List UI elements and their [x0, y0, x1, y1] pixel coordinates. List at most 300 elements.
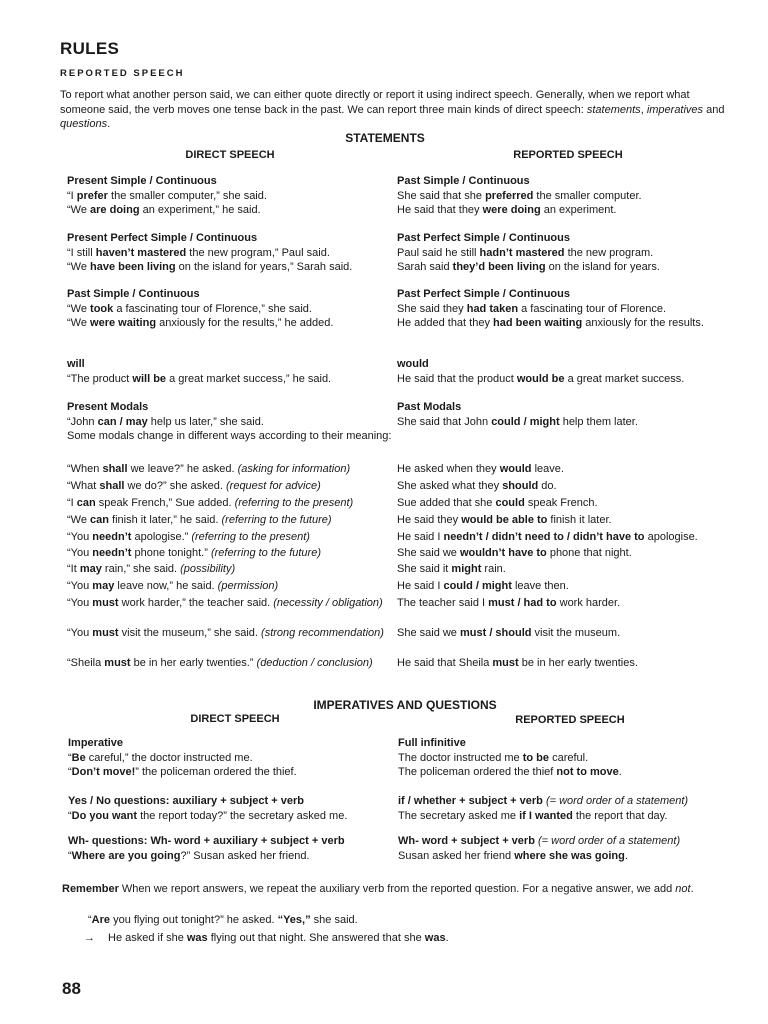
- imperatives-direct-heading: DIRECT SPEECH: [190, 713, 280, 725]
- sentence-text: She said we: [397, 627, 460, 639]
- ex2-d: was: [424, 932, 446, 944]
- sentence-bold: took: [90, 302, 114, 315]
- intro-text: To report what another person said, we can either quote directly or report it using indirect speech. Generally, when we report what someone said, the verb moves one tense back in the past. We can report three main kinds of direct speech:: [60, 89, 690, 116]
- rule-block: [398, 794, 738, 823]
- sentence-text: ?” Susan asked her friend.: [180, 849, 310, 862]
- sentence-bold: prefer: [76, 189, 108, 202]
- sentence-bold: have been living: [90, 261, 176, 274]
- sentence-text: careful.: [549, 751, 589, 764]
- example-sentence: [397, 260, 737, 275]
- sentence-note: (deduction / conclusion): [256, 657, 373, 669]
- sentence-text: work harder,” the teacher said.: [118, 597, 274, 609]
- section-subtitle: REPORTED SPEECH: [60, 68, 185, 79]
- remember-not: not: [675, 883, 691, 895]
- rule-block: [68, 736, 398, 780]
- rule-heading-text: Yes / No questions: auxiliary + subject + verb: [68, 795, 304, 807]
- ex2-e: .: [445, 932, 449, 944]
- sentence-bold: preferred: [485, 189, 534, 202]
- statements-direct-heading: DIRECT SPEECH: [185, 149, 275, 161]
- sentence-text: She asked what they: [397, 480, 503, 492]
- sentence-note: (referring to the present): [191, 531, 310, 543]
- sentence-bold: haven’t mastered: [95, 246, 187, 259]
- sentence-text: “We: [67, 514, 91, 526]
- rule-heading: [68, 794, 398, 809]
- example-sentence: [67, 562, 387, 577]
- sentence-bold: to be: [522, 751, 550, 764]
- rule-heading-text: Full infinitive: [398, 737, 466, 749]
- sentence-bold: needn’t: [92, 547, 132, 559]
- sentence-text: Some modals change in different ways according to their meaning:: [67, 430, 392, 443]
- sentence-text: “We: [67, 317, 91, 330]
- rule-heading-text: will: [67, 358, 85, 370]
- sentence-bold: are doing: [90, 204, 140, 217]
- sentence-text: “You: [67, 580, 93, 592]
- sentence-text: speak French,” Sue added.: [95, 497, 235, 509]
- example-sentence: [398, 765, 738, 780]
- rule-block: [397, 231, 737, 275]
- modal-reported: [397, 513, 737, 528]
- rule-heading: [67, 357, 397, 372]
- sentence-note: (referring to the future): [210, 547, 321, 559]
- sentence-text: He added that they: [397, 317, 494, 330]
- rule-heading: [397, 287, 737, 302]
- page-title: RULES: [60, 39, 120, 58]
- sentence-text: “Sheila: [67, 657, 105, 669]
- sentence-text: “I: [67, 497, 77, 509]
- sentence-bold: must: [104, 657, 131, 669]
- sentence-note: (referring to the present): [234, 497, 354, 509]
- sentence-text: “I: [67, 189, 77, 202]
- sentence-text: He asked when they: [397, 463, 500, 475]
- example-sentence: [397, 496, 737, 511]
- modal-direct: [67, 656, 387, 671]
- sentence-text: speak French.: [524, 497, 598, 509]
- sentence-bold: they’d been living: [452, 261, 546, 274]
- rule-heading-text: would: [397, 358, 429, 370]
- sentence-bold: hadn’t mastered: [479, 246, 565, 259]
- example-sentence: [68, 849, 398, 864]
- remember-label: Remember: [62, 883, 119, 895]
- sentence-text: “We: [67, 204, 91, 217]
- remember-example-reported: [84, 931, 449, 946]
- example-sentence: [67, 203, 397, 218]
- sentence-text: leave then.: [511, 580, 569, 592]
- rule-block: [398, 834, 738, 863]
- rule-heading: [398, 834, 738, 849]
- sentence-bold: will be: [132, 372, 167, 385]
- sentence-text: phone tonight.”: [131, 547, 211, 559]
- sentence-text: rain,” she said.: [101, 563, 181, 575]
- sentence-text: the report today?” the secretary asked me.: [137, 809, 348, 822]
- sentence-note: (referring to the future): [221, 514, 332, 526]
- sentence-text: phone that night.: [546, 547, 632, 559]
- rule-heading: [397, 357, 737, 372]
- example-sentence: [398, 849, 738, 864]
- ex1-open: “: [88, 914, 92, 926]
- sentence-text: leave now,” he said.: [114, 580, 218, 592]
- ex2-c: flying out that night. She answered that she: [207, 932, 425, 944]
- sentence-text: the new program,” Paul said.: [186, 246, 330, 259]
- modal-reported: [397, 479, 737, 494]
- example-sentence: [67, 596, 387, 611]
- page-number: 88: [62, 979, 81, 998]
- sentence-bold: may: [92, 580, 115, 592]
- sentence-text: “: [68, 849, 72, 862]
- example-sentence: [67, 656, 387, 671]
- rule-heading: [67, 287, 397, 302]
- rule-heading-text: Past Modals: [397, 401, 462, 413]
- sentence-text: “You: [67, 531, 93, 543]
- example-sentence: [397, 462, 737, 477]
- intro-period: .: [107, 118, 111, 131]
- sentence-text: the smaller computer.: [533, 189, 642, 202]
- imperatives-reported-heading: REPORTED SPEECH: [515, 714, 625, 726]
- rule-block: [397, 400, 737, 429]
- sentence-text: on the island for years.: [545, 261, 660, 274]
- rule-heading-text: Past Simple / Continuous: [397, 175, 530, 187]
- sentence-bold: were waiting: [90, 317, 157, 330]
- example-sentence: [67, 626, 387, 641]
- modal-direct: [67, 530, 387, 545]
- sentence-text: “You: [67, 597, 93, 609]
- sentence-bold: if I wanted: [519, 809, 573, 822]
- modal-reported: [397, 626, 737, 641]
- modal-direct: [67, 462, 387, 477]
- example-sentence: [67, 479, 387, 494]
- sentence-text: do.: [538, 480, 557, 492]
- example-sentence: [397, 415, 737, 430]
- statements-heading: STATEMENTS: [345, 131, 425, 145]
- rule-block: [397, 174, 737, 218]
- example-sentence: [397, 596, 737, 611]
- sentence-text: “When: [67, 463, 103, 475]
- rule-heading: [398, 794, 738, 809]
- example-sentence: [68, 751, 398, 766]
- sentence-bold: Don’t move!: [71, 766, 136, 779]
- sentence-text: “It: [67, 563, 80, 575]
- example-sentence: [397, 656, 737, 671]
- sentence-text: “You: [67, 547, 93, 559]
- sentence-text: visit the museum,” she said.: [118, 627, 262, 639]
- intro-statements: statements: [586, 103, 641, 116]
- modal-reported: [397, 656, 737, 671]
- modal-reported: [397, 496, 737, 511]
- rule-heading-text: Wh- questions: Wh- word + auxiliary + subject + verb: [68, 835, 345, 847]
- rule-heading: [68, 736, 398, 751]
- rule-heading-text: Present Perfect Simple / Continuous: [67, 232, 258, 244]
- sentence-text: apologise.”: [131, 531, 192, 543]
- sentence-bold: can: [76, 497, 96, 509]
- sentence-note: (strong recommendation): [261, 627, 384, 639]
- sentence-text: “I still: [67, 246, 96, 259]
- sentence-text: He said I: [397, 531, 444, 543]
- sentence-note: (possibility): [180, 563, 236, 575]
- rule-heading-text: Present Simple / Continuous: [67, 175, 217, 187]
- sentence-bold: could: [495, 497, 525, 509]
- sentence-text: He said that the product: [397, 372, 517, 385]
- ex1-answer: “Yes,”: [277, 914, 311, 926]
- sentence-text: a great market success,” he said.: [166, 372, 332, 385]
- rule-block: [67, 174, 397, 218]
- example-sentence: [397, 203, 737, 218]
- modal-reported: [397, 546, 737, 561]
- rule-block: [67, 287, 397, 331]
- example-sentence: [67, 260, 397, 275]
- sentence-text: apologise.: [644, 531, 698, 543]
- sentence-bold: must / had to: [488, 597, 557, 609]
- sentence-text: be in her early twenties.: [518, 657, 638, 669]
- sentence-text: leave.: [531, 463, 564, 475]
- modal-direct: [67, 626, 387, 641]
- sentence-note: (necessity / obligation): [273, 597, 383, 609]
- sentence-text: a fascinating tour of Florence,” she said.: [113, 302, 312, 315]
- rule-heading-text: if / whether + subject + verb: [398, 795, 546, 807]
- rule-heading-text: Imperative: [68, 737, 124, 749]
- modal-direct: [67, 479, 387, 494]
- sentence-text: a great market success.: [564, 372, 685, 385]
- sentence-text: an experiment,” he said.: [139, 204, 261, 217]
- example-sentence: [67, 316, 397, 331]
- example-sentence: [68, 765, 398, 780]
- sentence-bold: had been waiting: [493, 317, 583, 330]
- sentence-bold: must: [492, 657, 519, 669]
- example-sentence: [398, 751, 738, 766]
- arrow-right-icon: →: [84, 932, 95, 944]
- sentence-text: The doctor instructed me: [398, 751, 523, 764]
- rule-block: [397, 287, 737, 331]
- example-sentence: [397, 626, 737, 641]
- sentence-text: He said that Sheila: [397, 657, 493, 669]
- rule-block: [68, 834, 398, 863]
- sentence-text: anxiously for the results,” he added.: [156, 317, 334, 330]
- example-sentence: [397, 562, 737, 577]
- rule-block: [68, 794, 398, 823]
- sentence-text: He said they: [397, 514, 462, 526]
- sentence-bold: were doing: [482, 204, 541, 217]
- intro-questions: questions: [60, 118, 108, 131]
- sentence-text: The teacher said I: [397, 597, 489, 609]
- rule-heading-text: Past Perfect Simple / Continuous: [397, 288, 570, 300]
- ex2-a: He asked if she: [108, 932, 187, 944]
- sentence-text: .: [624, 849, 628, 862]
- sentence-text: finish it later.: [547, 514, 612, 526]
- sentence-text: we leave?” he asked.: [127, 463, 238, 475]
- rule-heading-note: (= word order of a statement): [545, 795, 689, 807]
- sentence-text: a fascinating tour of Florence.: [518, 302, 667, 315]
- sentence-bold: wouldn’t have to: [459, 547, 547, 559]
- sentence-text: anxiously for the results.: [582, 317, 704, 330]
- rule-block: [67, 357, 397, 386]
- sentence-text: ” the policeman ordered the thief.: [135, 766, 297, 779]
- sentence-bold: needn’t: [92, 531, 132, 543]
- example-sentence: [67, 546, 387, 561]
- sentence-text: on the island for years,” Sarah said.: [175, 261, 353, 274]
- sentence-text: .: [618, 766, 622, 779]
- sentence-bold: could / might: [491, 415, 560, 428]
- remember-note: [62, 882, 722, 897]
- sentence-text: “The product: [67, 372, 133, 385]
- example-sentence: [67, 302, 397, 317]
- sentence-bold: can / may: [97, 415, 148, 428]
- example-sentence: [397, 579, 737, 594]
- sentence-bold: where she was going: [514, 849, 625, 862]
- rule-heading: [67, 231, 397, 246]
- example-sentence: [67, 530, 387, 545]
- rule-heading-text: Past Perfect Simple / Continuous: [397, 232, 570, 244]
- modal-direct: [67, 596, 387, 611]
- sentence-bold: had taken: [466, 302, 519, 315]
- rule-heading: [67, 400, 397, 415]
- rule-heading-text: Present Modals: [67, 401, 149, 413]
- ex1-answer-rest: she said.: [310, 914, 358, 926]
- rule-heading: [67, 174, 397, 189]
- sentence-bold: Do you want: [71, 809, 138, 822]
- rule-heading-text: Past Simple / Continuous: [67, 288, 200, 300]
- modal-reported: [397, 462, 737, 477]
- sentence-text: “: [68, 751, 72, 764]
- modal-reported: [397, 562, 737, 577]
- intro-imperatives: imperatives: [646, 103, 704, 116]
- sentence-text: Susan asked her friend: [398, 849, 515, 862]
- modal-direct: [67, 546, 387, 561]
- example-sentence: [397, 546, 737, 561]
- sentence-text: She said that she: [397, 189, 486, 202]
- sentence-bold: may: [79, 563, 102, 575]
- sentence-text: The secretary asked me: [398, 809, 520, 822]
- sentence-text: “You: [67, 627, 93, 639]
- rule-heading: [398, 736, 738, 751]
- modal-direct: [67, 496, 387, 511]
- sentence-text: the report that day.: [572, 809, 668, 822]
- intro-comma: ,: [640, 103, 647, 116]
- sentence-text: “John: [67, 415, 98, 428]
- modal-reported: [397, 596, 737, 611]
- example-sentence: [397, 513, 737, 528]
- rule-block: [67, 231, 397, 275]
- sentence-text: work harder.: [556, 597, 621, 609]
- sentence-text: visit the museum.: [531, 627, 621, 639]
- intro-and: and: [703, 103, 725, 116]
- sentence-text: finish it later,” he said.: [109, 514, 222, 526]
- sentence-bold: must: [92, 627, 119, 639]
- sentence-note: (request for advice): [226, 480, 321, 492]
- sentence-text: an experiment.: [540, 204, 617, 217]
- sentence-bold: Be: [71, 751, 86, 764]
- rule-block: [398, 736, 738, 780]
- sentence-text: careful,” the doctor instructed me.: [85, 751, 253, 764]
- example-sentence: [67, 246, 397, 261]
- sentence-text: Sarah said: [397, 261, 453, 274]
- rule-heading-note: (= word order of a statement): [537, 835, 681, 847]
- sentence-text: “What: [67, 480, 100, 492]
- sentence-bold: not to move: [556, 766, 619, 779]
- sentence-text: the new program.: [564, 246, 654, 259]
- sentence-bold: must / should: [459, 627, 532, 639]
- rule-heading: [397, 231, 737, 246]
- sentence-text: be in her early twenties.”: [130, 657, 257, 669]
- sentence-text: the smaller computer,” she said.: [107, 189, 267, 202]
- sentence-bold: Where are you going: [71, 849, 181, 862]
- ex1-aux: Are: [91, 914, 111, 926]
- sentence-bold: shall: [99, 480, 125, 492]
- sentence-text: help them later.: [559, 415, 638, 428]
- sentence-bold: would be able to: [461, 514, 548, 526]
- sentence-text: She said we: [397, 547, 460, 559]
- sentence-text: He said that they: [397, 204, 483, 217]
- sentence-bold: should: [502, 480, 539, 492]
- sentence-text: He said I: [397, 580, 444, 592]
- example-sentence: [67, 496, 387, 511]
- example-sentence: [397, 189, 737, 204]
- rule-heading: [397, 400, 737, 415]
- ex1-rest: you flying out tonight?” he asked.: [110, 914, 278, 926]
- example-sentence: [67, 415, 397, 430]
- rule-heading: [397, 174, 737, 189]
- sentence-text: “We: [67, 302, 91, 315]
- sentence-text: She said that John: [397, 415, 492, 428]
- example-sentence: [67, 429, 397, 444]
- rule-block: [67, 400, 397, 444]
- sentence-note: (asking for information): [237, 463, 351, 475]
- remember-end: .: [690, 883, 694, 895]
- example-sentence: [67, 189, 397, 204]
- remember-example-direct: [88, 913, 358, 928]
- sentence-bold: could / might: [443, 580, 512, 592]
- sentence-bold: would: [499, 463, 532, 475]
- sentence-text: rain.: [481, 563, 506, 575]
- modal-reported: [397, 579, 737, 594]
- ex2-b: was: [186, 932, 208, 944]
- example-sentence: [67, 579, 387, 594]
- example-sentence: [397, 479, 737, 494]
- sentence-text: She said it: [397, 563, 452, 575]
- example-sentence: [67, 462, 387, 477]
- example-sentence: [397, 246, 737, 261]
- sentence-bold: can: [90, 514, 109, 526]
- example-sentence: [397, 530, 737, 545]
- example-sentence: [67, 513, 387, 528]
- modal-reported: [397, 530, 737, 545]
- sentence-text: “We: [67, 261, 91, 274]
- rule-heading-text: Wh- word + subject + verb: [398, 835, 538, 847]
- sentence-text: The policeman ordered the thief: [398, 766, 557, 779]
- modal-direct: [67, 579, 387, 594]
- example-sentence: [397, 302, 737, 317]
- example-sentence: [397, 316, 737, 331]
- sentence-text: “: [68, 809, 72, 822]
- sentence-text: we do?” she asked.: [124, 480, 226, 492]
- sentence-bold: might: [451, 563, 482, 575]
- example-sentence: [67, 372, 397, 387]
- rule-heading: [68, 834, 398, 849]
- remember-text: When we report answers, we repeat the auxiliary verb from the reported question. For a negative answer, we add: [118, 883, 676, 895]
- sentence-note: (permission): [217, 580, 279, 592]
- intro-paragraph: [60, 88, 730, 132]
- sentence-text: She said they: [397, 302, 467, 315]
- modal-direct: [67, 562, 387, 577]
- sentence-bold: shall: [102, 463, 128, 475]
- sentence-text: help us later,” she said.: [147, 415, 264, 428]
- example-sentence: [397, 372, 737, 387]
- statements-reported-heading: REPORTED SPEECH: [513, 149, 623, 161]
- sentence-bold: needn’t / didn’t need to / didn’t have to: [443, 531, 645, 543]
- sentence-text: “: [68, 766, 72, 779]
- modal-direct: [67, 513, 387, 528]
- example-sentence: [398, 809, 738, 824]
- rule-block: [397, 357, 737, 386]
- sentence-text: Paul said he still: [397, 246, 480, 259]
- sentence-text: Sue added that she: [397, 497, 496, 509]
